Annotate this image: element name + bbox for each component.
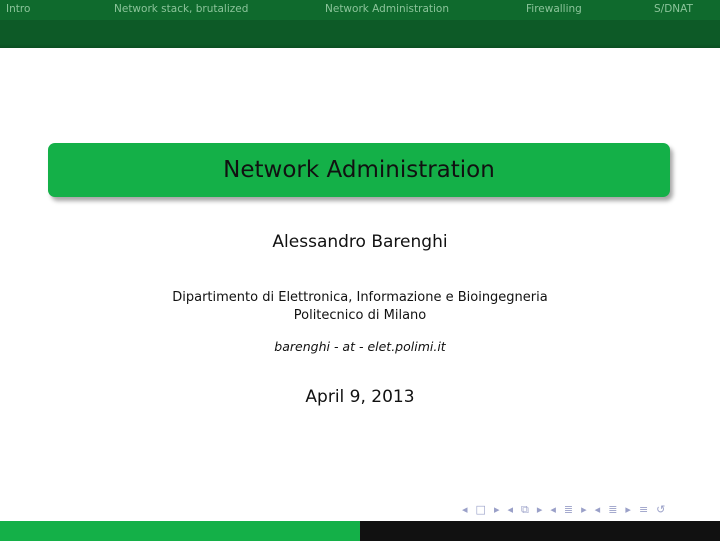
beamer-navigation xyxy=(462,503,665,517)
institute-department: Dipartimento di Elettronica, Informazione e Bioingegneria xyxy=(172,290,548,305)
nav-item-network-stack[interactable]: Network stack, brutalized xyxy=(114,3,249,15)
section-icon[interactable]: ≣ xyxy=(563,503,574,516)
menu-icon[interactable]: ≡ xyxy=(638,503,649,516)
author-email: barenghi - at - elet.polimi.it xyxy=(274,339,446,354)
section-right-icon[interactable]: ▸ xyxy=(581,503,587,516)
subsection-right-icon[interactable]: ▸ xyxy=(536,503,543,516)
frame-left-icon[interactable]: ◂ xyxy=(462,503,468,516)
doc-left-icon[interactable]: ◂ xyxy=(594,503,601,516)
nav-item-firewalling[interactable]: Firewalling xyxy=(526,3,582,15)
subsection-icon[interactable]: ⧉ xyxy=(521,503,529,516)
nav-item-intro[interactable]: Intro xyxy=(6,3,31,15)
nav-item-sdnat[interactable]: S/DNAT xyxy=(654,3,693,15)
presentation-date: April 9, 2013 xyxy=(305,387,415,407)
search-icon[interactable]: ↺ xyxy=(656,503,666,516)
author-name: Alessandro Barenghi xyxy=(272,232,448,252)
header-bar xyxy=(0,0,720,48)
section-left-icon[interactable]: ◂ xyxy=(550,503,556,516)
footer-bar xyxy=(0,521,720,541)
institute-university: Politecnico di Milano xyxy=(293,308,427,323)
presentation-title: Network Administration xyxy=(223,157,495,183)
footer-right-block xyxy=(360,521,720,541)
doc-icon[interactable]: ≣ xyxy=(608,503,618,516)
nav-item-network-administration[interactable]: Network Administration xyxy=(325,3,450,15)
subsection-left-icon[interactable]: ◂ xyxy=(507,503,513,516)
footer-left-block xyxy=(0,521,360,541)
doc-right-icon[interactable]: ▸ xyxy=(625,503,631,516)
frame-icon[interactable]: □ xyxy=(475,503,486,516)
title-box xyxy=(48,143,670,197)
frame-right-icon[interactable]: ▸ xyxy=(493,503,500,516)
